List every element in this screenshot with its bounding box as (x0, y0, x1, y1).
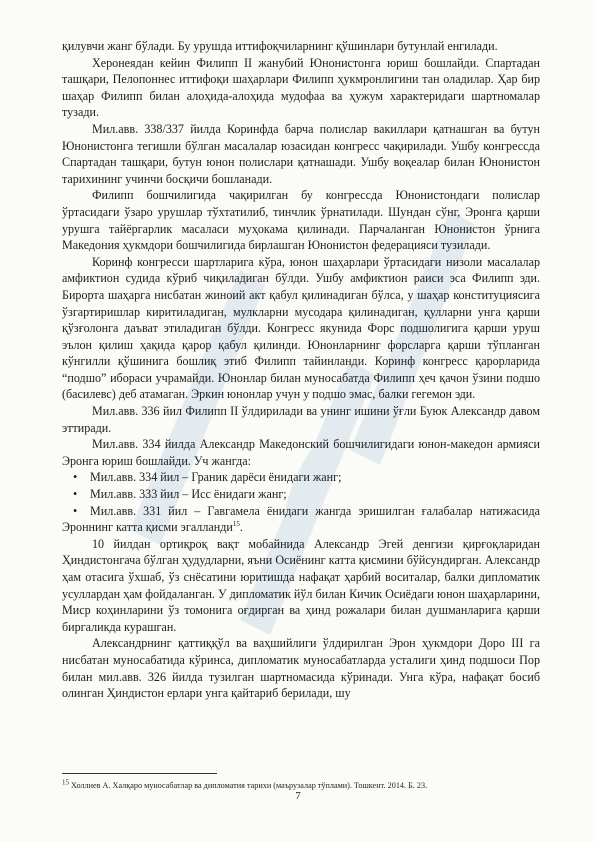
paragraph-6: Мил.авв. 336 йил Филипп II ўлдирилади ва унинг ишини ўғли Буюк Александр давом эттиради. (62, 404, 540, 435)
list-item: • Мил.авв. 334 йил – Граник дарёси ёнидаги жанг; (73, 470, 342, 485)
paragraph-4: Филипп бошчилигида чақирилган бу конгрессда Юнонистондаги полислар ўртасидаги ўзаро урушлар тўхтатилиб, тинчлик ўрнатилади. Шундан сўнг, Эронга қарши урушга тайёргарлик масаласи муҳокама қилинади. Парчаланган Юнонистон ўрнига Македония ҳукмдори бошчилигида бирлашган Юнонистон федерацияси тузилади. (62, 188, 540, 253)
paragraph-3: Мил.авв. 338/337 йилда Коринфда барча полислар вакиллари қатнашган ва бутун Юнонистонга тегишли бўлган масалалар юзасидан конгресс чақирилади. Ушбу конгрессда Спартадан ташқари, бутун юнон полислари қатнашади. Ушбу воқеалар билан Юнонистон тарихининг учинчи босқичи бошланади. (62, 121, 540, 186)
footnote-divider (62, 773, 217, 774)
paragraph-9: Александрнинг қаттиққўл ва ваҳшийлиги ўлдирилган Эрон ҳукмдори Доро III га нисбатан муносабатида кўринса, дипломатик муносабатларда усталиги ҳинд подшоси Пор билан мил.авв. 326 йилда тузилган шартномасида кўринади. Унга кўра, нафақат босиб олинган Ҳиндистон ерлари унга қайтариб берилади, шу (62, 636, 540, 701)
list-item: • Мил.авв. 333 йил – Исс ёнидаги жанг; (73, 487, 287, 502)
paragraph-2: Херонеядан кейин Филипп II жанубий Юнонистонга юриш бошлайди. Спартадан ташқари, Пелопоннес иттифоқи шаҳарлари Филипп ҳукмронлигини тан оладилар. Ҳар бир шаҳар Филипп билан алоҳида-алоҳида мудофаа ва ҳужум характеридаги шартномалар тузади. (62, 55, 540, 120)
paragraph-1: қилувчи жанг бўлади. Бу урушда иттифоқчиларнинг қўшинлари бутунлай енгилади. (62, 39, 498, 53)
paragraph-8: 10 йилдан ортиқроқ вақт мобайнида Александр Эгей денгизи қирғоқларидан Ҳиндистонгача бўлган ҳудудларни, яъни Осиёнинг катта қисмини бўйсундирган. Александр ҳам отасига ўхшаб, ўз снёсатини юритишда нафақат ҳарбий воситалар, балки дипломатик усуллардан ҳам фойдаланган. У дипломатик йўл билан Кичик Осиёдаги юнон шаҳарларини, Миср коҳинларини ўз томонига оғдирган ва ҳинд рожалари билан душманларига қарши биргаликда курашган. (62, 536, 540, 634)
bullet-icon: • (73, 503, 78, 518)
footnote-reference[interactable]: 15 (232, 520, 240, 529)
footnote-text: Холлиев А. Халқаро муносабатлар ва дипломатия тарихи (маърузалар тўплами). Тошкент. 2014. Б. 23. (69, 781, 428, 790)
bullet-icon: • (73, 487, 78, 502)
page-body (62, 38, 540, 702)
paragraph-5: Коринф конгресси шартларига кўра, юнон шаҳарлари ўртасидаги низоли масалалар амфиктион судида кўриб чиқиладиган бўлди. Ушбу амфиктион раиси эса Филипп эди. Бирорта шаҳарга нисбатан жиноий акт қабул қилинадиган бўлса, у шаҳар конституциясига ўзгартиришлар киритиладиган, мулкларни мусодара қилинадиган, қулларни унга қарши қўзғолонга даъват этиладиган бўлди. Конгресс якунида Форс подшолигига қарши уруш эълон қилиш ҳақида қарор қабул қилинди. Юнонларнинг форсларга қарши тўпланган кўнгилли қўшинига бошлиқ этиб Филипп тайинланди. Коринф конгресс қарорларида “подшо” ибораси учрамайди. Юнонлар билан муносабатда Филипп ҳеч қачон ўзини подшо (басилевс) деб атамаган. Эркин юнонлар учун у подшо эмас, балки гегемон эди. (62, 254, 540, 402)
page-number: 7 (295, 790, 301, 802)
paragraph-7: Мил.авв. 334 йилда Александр Македонский бошчилигидаги юнон-македон армияси Эронга юриш бошлайди. Уч жангда: (62, 437, 540, 468)
list-item: • Мил.авв. 331 йил – Гавгамела ёнидаги жангда эришилган ғалабалар натижасида Эроннинг катта қисми эгалланди$^{15}$. (62, 503, 540, 535)
footnote-mark: 15 (62, 778, 69, 787)
battle-list (62, 469, 540, 535)
bullet-icon: • (73, 470, 78, 485)
